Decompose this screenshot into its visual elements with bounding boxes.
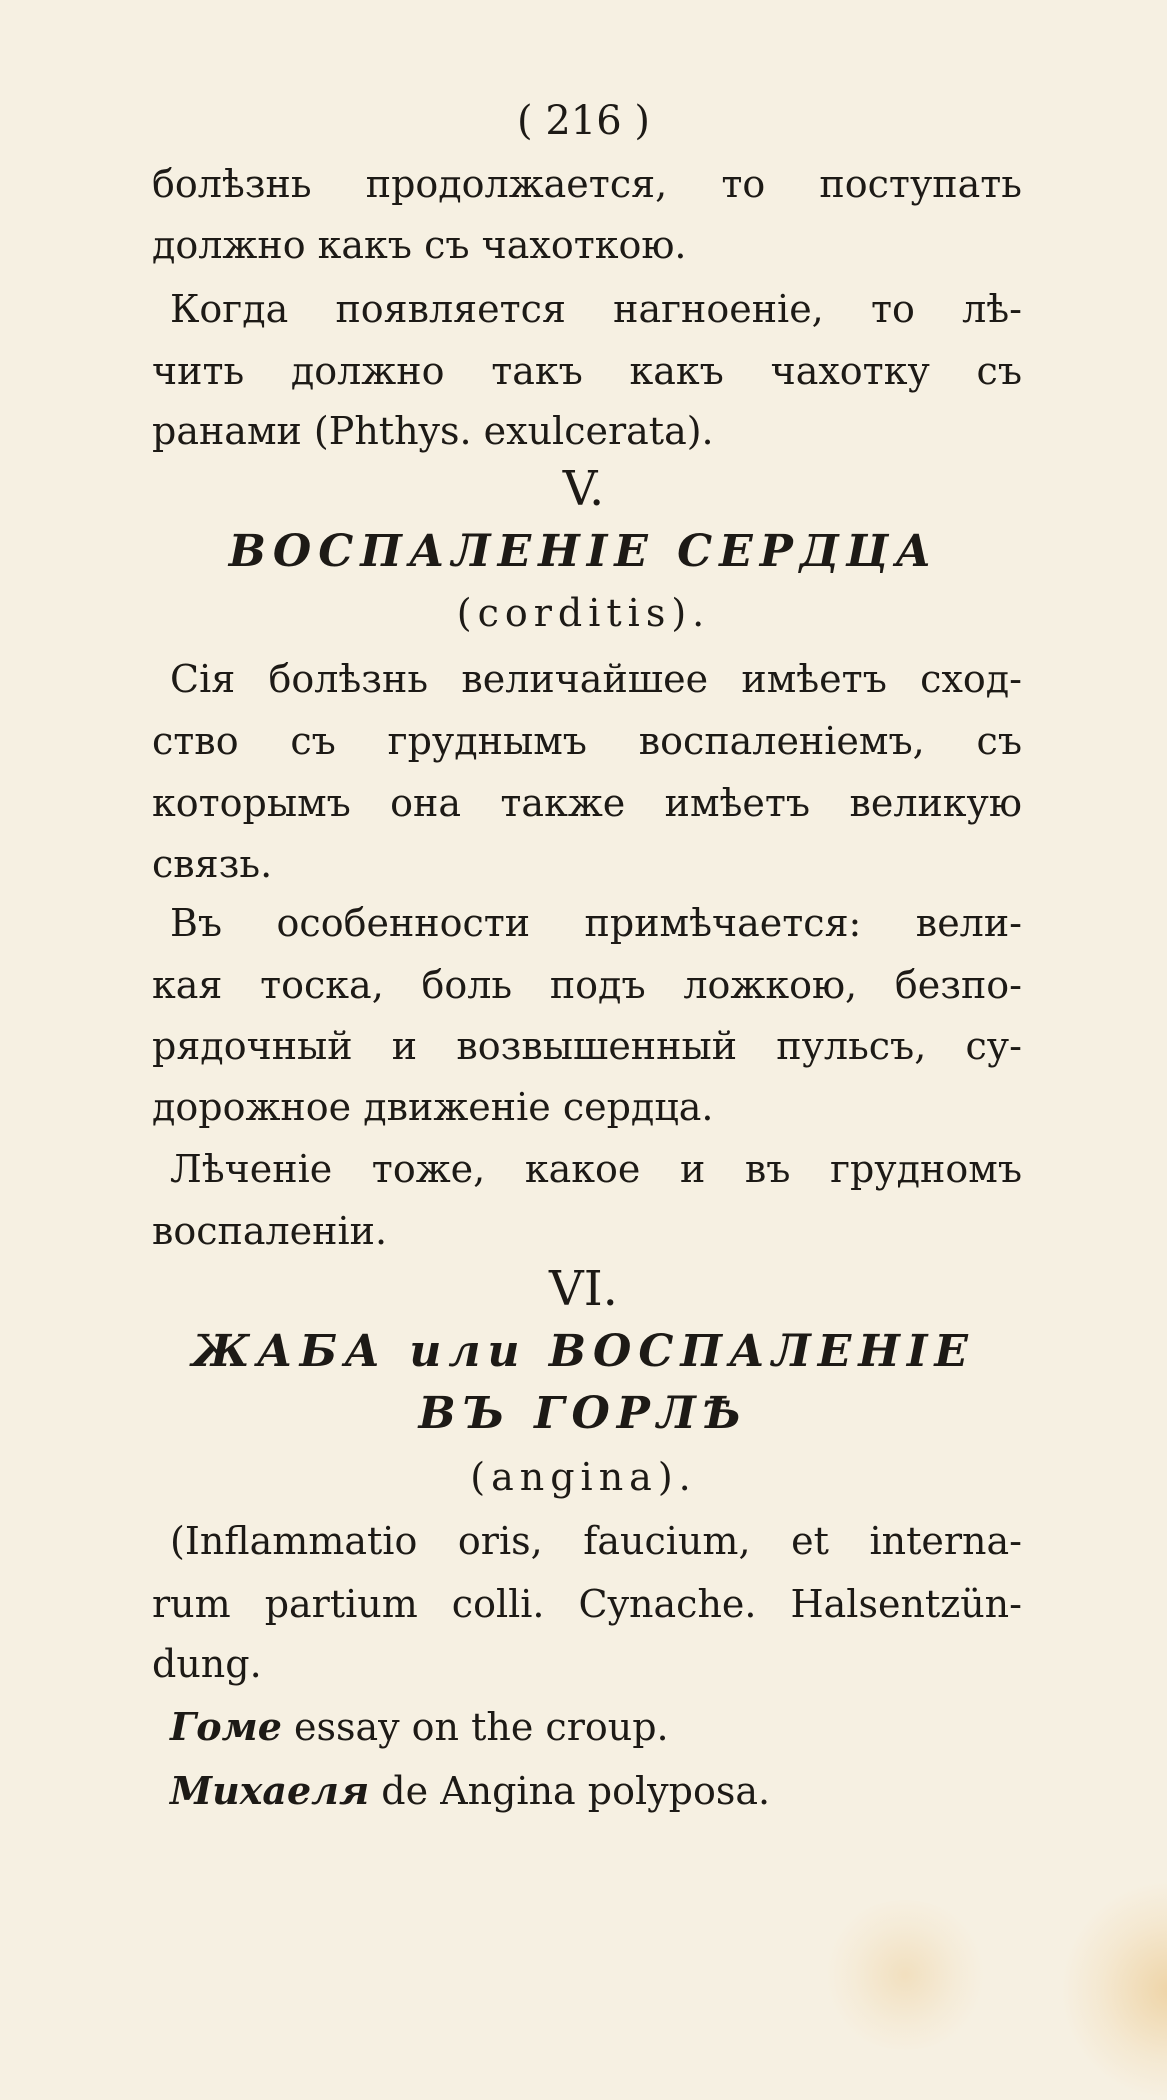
section-number: V. (562, 461, 605, 517)
latin-term: (corditis). (456, 591, 711, 635)
text-line: Когда появляется нагноеніе, то лѣ- (170, 287, 1022, 331)
text-line: Сія болѣзнь величайшее имѣетъ сход- (170, 657, 1022, 701)
text-line: которымъ она также имѣетъ великую (152, 781, 1022, 825)
text-line: ранами (Phthys. exulcerata). (152, 409, 714, 453)
paper-stain (820, 1900, 990, 2050)
text-line: rum partium colli. Cynache. Halsentzün- (152, 1582, 1022, 1626)
author-name: Михаеля (170, 1768, 370, 1813)
text-line: должно какъ съ чахоткою. (152, 223, 687, 267)
section-heading: ВОСПАЛЕНІЕ СЕРДЦА (228, 526, 939, 577)
paper-stain (1060, 1880, 1167, 2100)
author-name: Гоме (170, 1704, 282, 1749)
latin-term: (angina). (470, 1455, 697, 1499)
text-line: Въ особенности примѣчается: вели- (170, 901, 1022, 945)
text-line: Лѣченіе тоже, какое и въ грудномъ (170, 1147, 1022, 1191)
page-number: ( 216 ) (517, 98, 650, 144)
text-line: болѣзнь продолжается, то поступать (152, 162, 1022, 206)
section-number: VI. (549, 1261, 618, 1317)
text-line: кая тоска, боль подъ ложкою, безпо- (152, 963, 1022, 1007)
text-line: чить должно такъ какъ чахотку съ (152, 349, 1022, 393)
text-line: рядочный и возвышенный пульсъ, су- (152, 1024, 1022, 1068)
reference-title: essay on the croup. (293, 1705, 669, 1749)
reference-line (170, 1768, 771, 1813)
section-heading: ЖАБА или ВОСПАЛЕНІЕ (192, 1326, 975, 1377)
text-line: воспаленіи. (152, 1209, 388, 1253)
reference-title: de Angina polyposa. (381, 1769, 771, 1813)
text-line: dung. (152, 1642, 262, 1686)
text-line: связь. (152, 842, 273, 886)
text-line: ство съ груднымъ воспаленіемъ, съ (152, 719, 1022, 763)
reference-line (170, 1704, 669, 1749)
text-line: дорожное движеніе сердца. (152, 1085, 714, 1129)
section-heading: ВЪ ГОРЛѢ (418, 1388, 749, 1439)
text-line: (Inflammatio oris, faucium, et interna- (170, 1519, 1022, 1563)
